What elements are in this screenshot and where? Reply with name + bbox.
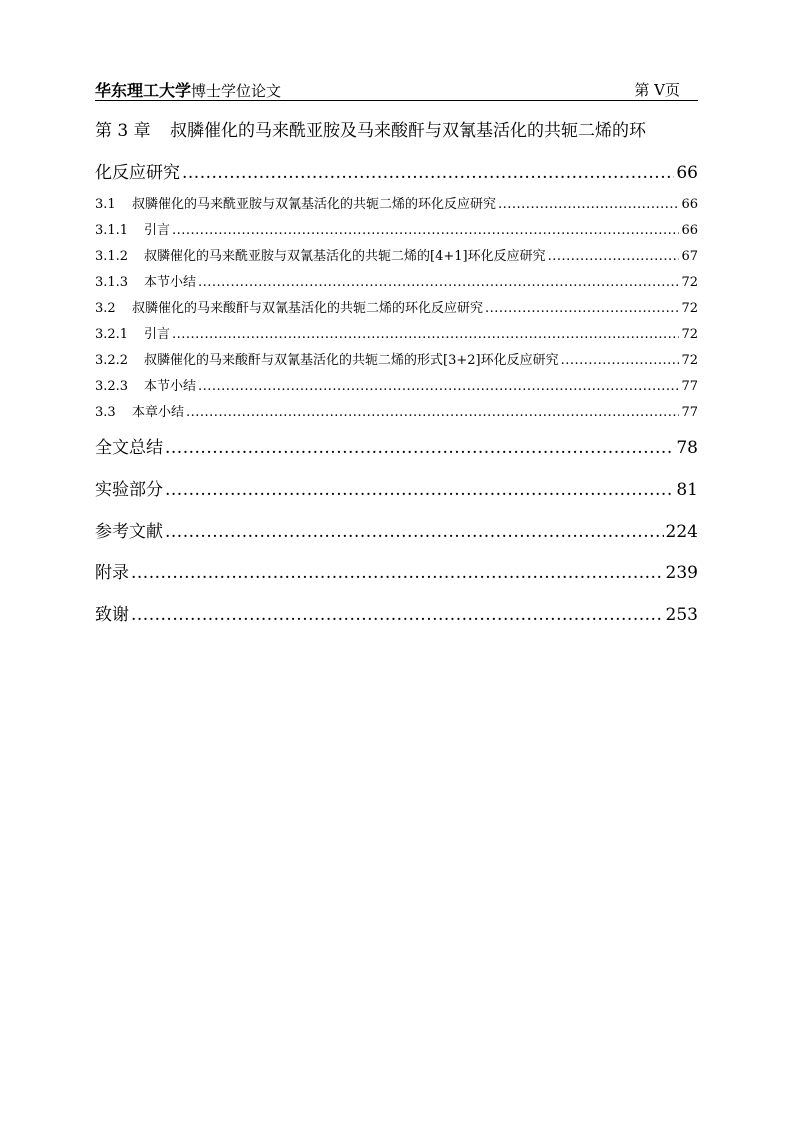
entry-title: 致谢 xyxy=(95,605,129,625)
section-number: 3.3 xyxy=(95,405,116,420)
section-number: 3.1.1 xyxy=(95,223,129,238)
toc-section-3-1-1[interactable] xyxy=(95,219,698,237)
toc-entry-summary[interactable] xyxy=(95,433,698,457)
section-title: 引言 xyxy=(144,223,171,238)
leader-dots xyxy=(198,275,679,290)
page-number: 78 xyxy=(676,438,698,458)
section-label xyxy=(95,245,546,264)
page-number: 67 xyxy=(681,249,698,264)
leader-dots xyxy=(165,480,674,500)
entry-title: 实验部分 xyxy=(95,480,163,500)
leader-dots xyxy=(561,353,680,368)
toc-chapter-3-continued[interactable] xyxy=(95,158,698,182)
leader-dots xyxy=(186,405,679,420)
toc-entry-acknowledgements[interactable] xyxy=(95,600,698,624)
page-number: 77 xyxy=(681,379,698,394)
toc-entry-references[interactable] xyxy=(95,517,698,541)
toc-section-3-2-3[interactable] xyxy=(95,375,698,393)
leader-dots xyxy=(165,522,664,542)
toc-section-3-1[interactable] xyxy=(95,193,698,211)
leader-dots xyxy=(165,438,674,458)
leader-dots xyxy=(498,197,679,212)
entry-title: 参考文献 xyxy=(95,522,163,542)
section-number: 3.2 xyxy=(95,301,116,316)
page-header xyxy=(95,76,698,101)
leader-dots xyxy=(485,301,679,316)
section-number: 3.2.2 xyxy=(95,353,129,368)
section-label xyxy=(95,323,170,342)
page-number: 81 xyxy=(676,480,698,500)
toc-section-3-3[interactable] xyxy=(95,401,698,419)
section-title: 本节小结 xyxy=(144,379,197,394)
toc-section-3-2[interactable] xyxy=(95,297,698,315)
page-number: 77 xyxy=(681,405,698,420)
toc-entry-appendix[interactable] xyxy=(95,558,698,582)
chapter-title-line2: 化反应研究 xyxy=(95,163,180,183)
section-number: 3.1 xyxy=(95,197,116,212)
leader-dots xyxy=(131,563,664,583)
section-title: 叔膦催化的马来酸酐与双氰基活化的共轭二烯的形式[3+2]环化反应研究 xyxy=(144,353,559,368)
thesis-type: 博士学位论文 xyxy=(191,82,282,100)
page-number: 253 xyxy=(665,605,698,625)
leader-dots xyxy=(548,249,680,264)
section-label xyxy=(95,271,196,290)
section-label xyxy=(95,349,559,368)
toc-chapter-3-title[interactable] xyxy=(95,116,698,141)
section-number: 3.1.3 xyxy=(95,275,129,290)
university-name: 华东理工大学 xyxy=(95,81,192,100)
chapter-number: 第 3 章 xyxy=(95,121,151,141)
leader-dots xyxy=(131,605,664,625)
page-number: 72 xyxy=(681,301,698,316)
page-number: 72 xyxy=(681,275,698,290)
section-title: 叔膦催化的马来酸酐与双氰基活化的共轭二烯的环化反应研究 xyxy=(132,301,484,316)
page-number: 72 xyxy=(681,327,698,342)
entry-title: 全文总结 xyxy=(95,438,163,458)
header-page-number: 第 V页 xyxy=(634,81,680,99)
page-number: 66 xyxy=(681,223,698,238)
section-label xyxy=(95,375,196,394)
page-number: 224 xyxy=(665,522,698,542)
section-title: 叔膦催化的马来酰亚胺与双氰基活化的共轭二烯的环化反应研究 xyxy=(132,197,497,212)
section-label xyxy=(95,401,184,420)
toc-section-3-2-1[interactable] xyxy=(95,323,698,341)
page-number: 239 xyxy=(665,563,698,583)
leader-dots xyxy=(172,223,679,238)
section-number: 3.1.2 xyxy=(95,249,129,264)
section-title: 引言 xyxy=(144,327,171,342)
section-label xyxy=(95,193,496,212)
entry-title: 附录 xyxy=(95,563,129,583)
chapter-title-line1: 叔膦催化的马来酰亚胺及马来酸酐与双氰基活化的共轭二烯的环 xyxy=(170,121,646,141)
section-label xyxy=(95,297,483,316)
page-number: 66 xyxy=(681,197,698,212)
page-number: 72 xyxy=(681,353,698,368)
section-label xyxy=(95,219,170,238)
section-number: 3.2.1 xyxy=(95,327,129,342)
leader-dots xyxy=(172,327,679,342)
toc-section-3-1-3[interactable] xyxy=(95,271,698,289)
toc-entry-experimental[interactable] xyxy=(95,475,698,499)
leader-dots xyxy=(198,379,679,394)
page-number: 66 xyxy=(676,163,698,183)
section-title: 本节小结 xyxy=(144,275,197,290)
section-number: 3.2.3 xyxy=(95,379,129,394)
toc-section-3-1-2[interactable] xyxy=(95,245,698,263)
section-title: 叔膦催化的马来酰亚胺与双氰基活化的共轭二烯的[4+1]环化反应研究 xyxy=(144,249,546,264)
section-title: 本章小结 xyxy=(132,405,185,420)
header-left xyxy=(95,78,281,101)
toc-section-3-2-2[interactable] xyxy=(95,349,698,367)
leader-dots xyxy=(182,163,674,183)
